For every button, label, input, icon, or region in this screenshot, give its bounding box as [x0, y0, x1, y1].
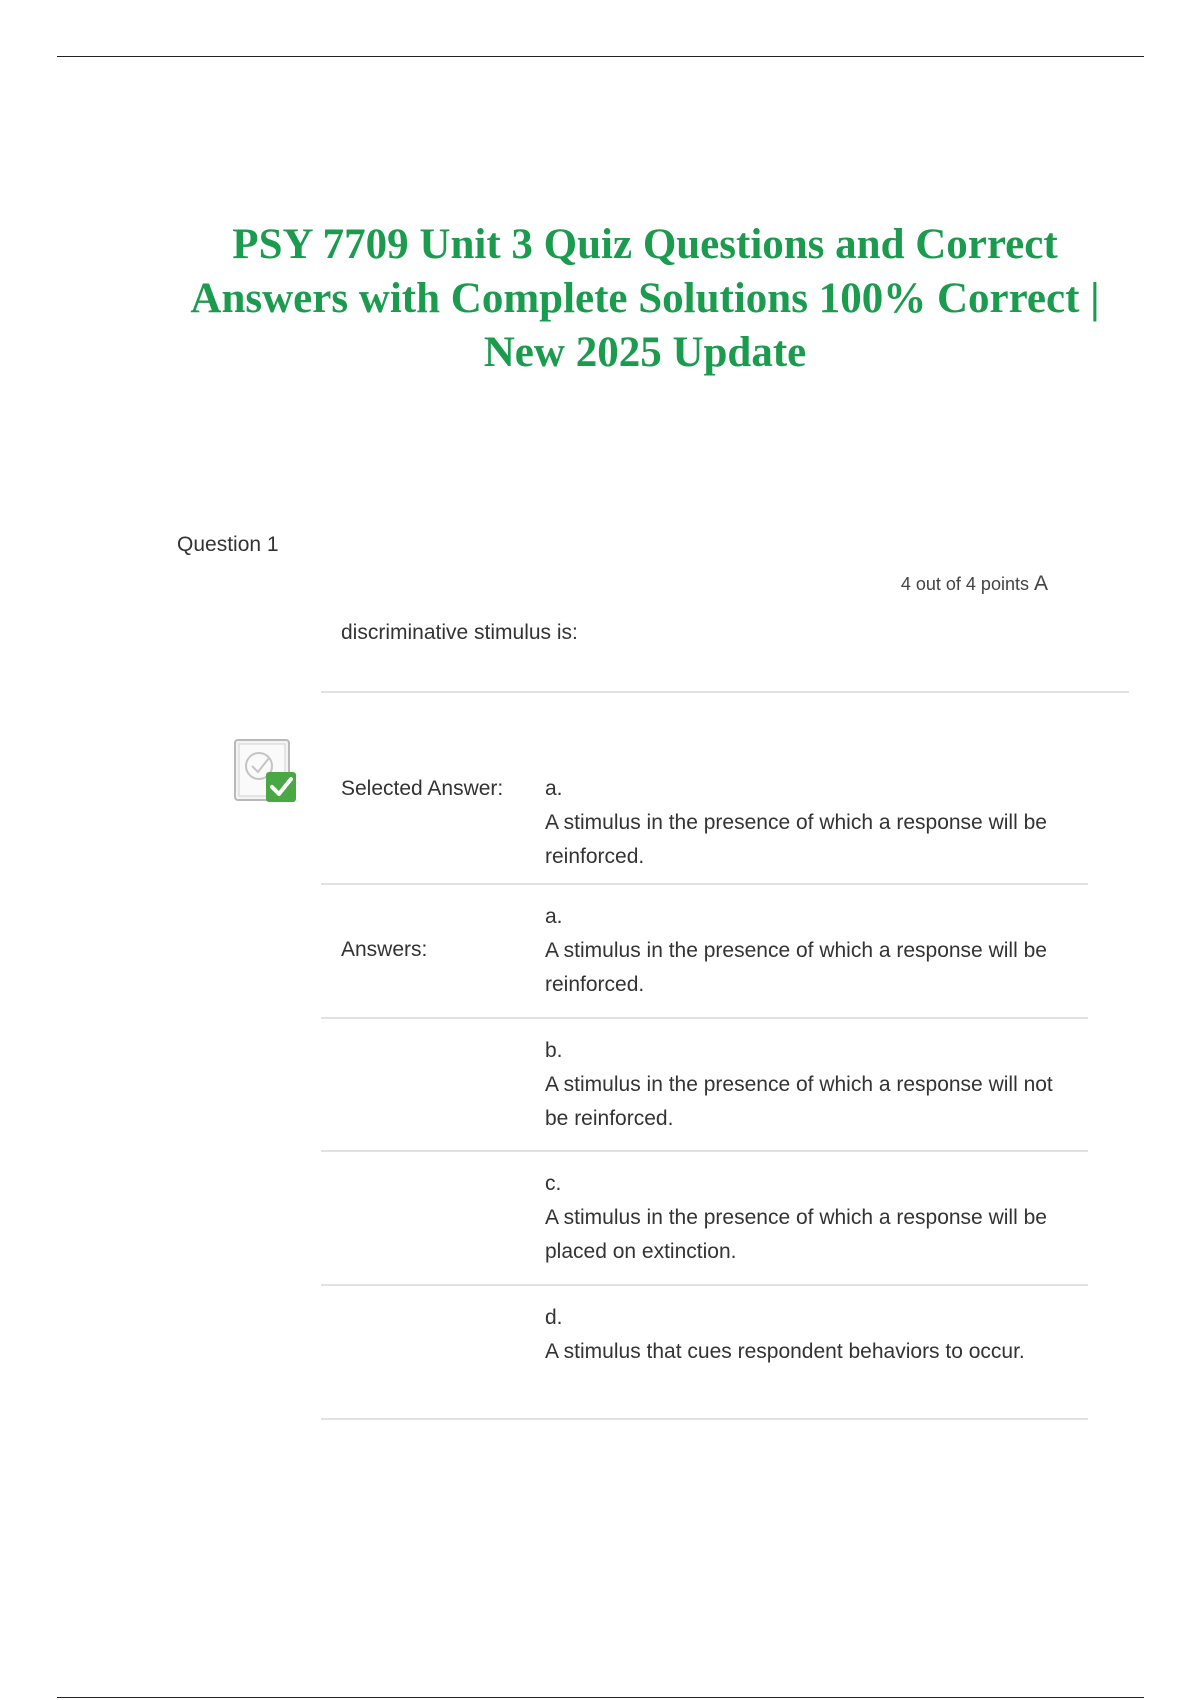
selected-answer-label: Selected Answer: — [341, 777, 504, 800]
answer-text: A stimulus in the presence of which a response will be placed on extinction. — [545, 1206, 1047, 1263]
answer-option-d — [545, 1301, 1075, 1369]
answer-text: A stimulus that cues respondent behaviors to occur. — [545, 1340, 1025, 1363]
row-separator — [321, 1284, 1088, 1286]
row-separator — [321, 1017, 1088, 1019]
answer-option-c — [545, 1167, 1075, 1269]
selected-answer-letter: a. — [545, 777, 563, 800]
question-label: Question 1 — [177, 533, 279, 556]
row-separator — [321, 883, 1088, 885]
selected-answer — [545, 772, 1075, 874]
answer-letter: a. — [545, 905, 563, 928]
title-line-1: PSY 7709 Unit 3 Quiz Questions and Correct — [232, 221, 1058, 268]
answers-label: Answers: — [341, 938, 428, 961]
answer-text: A stimulus in the presence of which a response will not be reinforced. — [545, 1073, 1053, 1130]
footer-rule — [57, 1697, 1144, 1698]
selected-answer-text: A stimulus in the presence of which a response will be reinforced. — [545, 811, 1047, 868]
answer-letter: d. — [545, 1306, 563, 1329]
document-title — [100, 218, 1190, 380]
answer-letter: c. — [545, 1172, 562, 1195]
header-rule — [57, 56, 1144, 57]
answer-option-b — [545, 1034, 1075, 1136]
grade-mark: A — [1033, 572, 1048, 595]
question-points — [901, 572, 1048, 596]
title-line-2: Answers with Complete Solutions 100% Correct | — [190, 275, 1100, 322]
points-text: 4 out of 4 points — [900, 574, 1029, 594]
row-separator — [321, 1418, 1088, 1420]
answer-letter: b. — [545, 1039, 563, 1062]
title-line-3: New 2025 Update — [483, 329, 807, 376]
answer-text: A stimulus in the presence of which a response will be reinforced. — [545, 939, 1047, 996]
question-text: discriminative stimulus is: — [341, 621, 578, 644]
correct-check-icon — [233, 738, 299, 804]
question-separator — [321, 691, 1129, 693]
row-separator — [321, 1150, 1088, 1152]
answer-option-a — [545, 900, 1075, 1002]
